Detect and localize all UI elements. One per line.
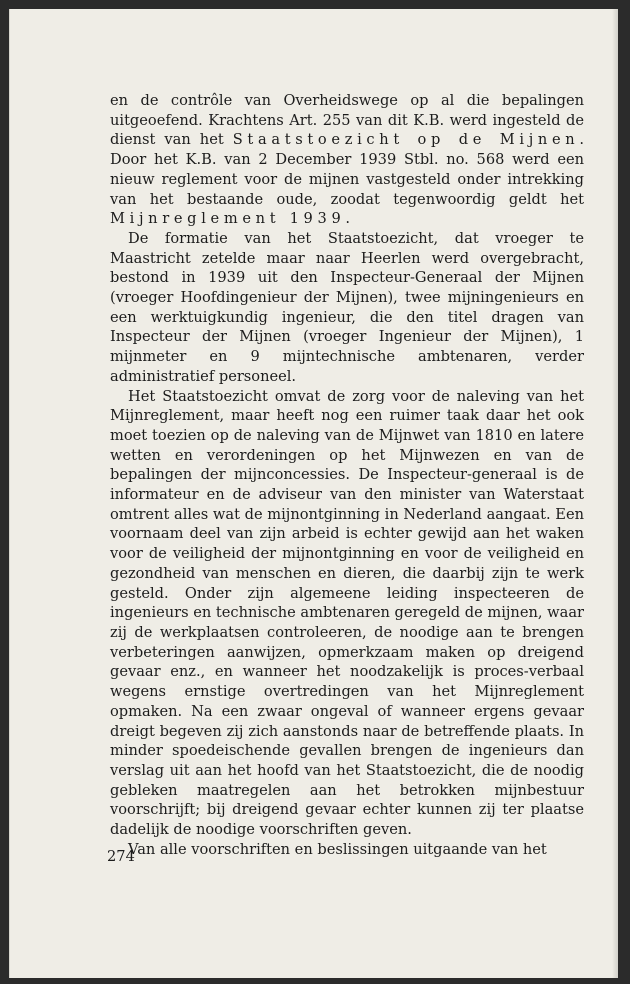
- paragraph-4: Van alle voorschriften en beslissingen uitgaande van het: [128, 840, 547, 858]
- paragraph-2: De formatie van het Staatstoezicht, dat vroeger te Maastricht zetelde maar naar Heerlen werd overgebracht, bestond in 1939 uit den Inspecteur-Generaal der Mijnen (vroeger Hoofdingenieur der Mijnen), twee mijningenieurs en een werktuigkundig ingenieur, die den titel dragen van Inspecteur der Mijnen (vroeger Ingenieur der Mijnen), 1 mijnmeter en 9 mijntechnische ambtenaren, verder administratief personeel.: [110, 229, 584, 385]
- paragraph-1: en de contrôle van Overheidswege op al die bepalingen uitgeoefend. Krachtens Art. 255 van dit K.B. werd ingesteld de dienst van het Staatstoezicht op de Mijnen. Door het K.B. van 2 December 1939 Stbl. no. 568 werd een nieuw reglement voor de mijnen vastgesteld onder intrekking van het bestaande oude, zoodat tegenwoordig geldt het Mijnreglement 1939.: [110, 92, 585, 228]
- book-page: [9, 9, 618, 978]
- page-number: 274: [107, 848, 135, 865]
- body-text: [110, 91, 584, 859]
- spaced-term-staatstoezicht: Staatstoezicht op de Mijnen: [232, 131, 580, 149]
- paragraph-3: Het Staatstoezicht omvat de zorg voor de naleving van het Mijnreglement, maar heeft nog een ruimer taak daar het ook moet toezien op de naleving van de Mijnwet van 1810 en latere wetten en verordeningen op het Mijnwezen en van de bepalingen der mijnconcessies. De Inspecteur-generaal is de informateur en de adviseur van den minister van Waterstaat omtrent alles wat de mijnontginning in Nederland aangaat. Een voornaam deel van zijn arbeid is echter gewijd aan het waken voor de veiligheid der mijnontginning en voor de veiligheid en gezondheid van menschen en dieren, die daarbij zijn te werk gesteld. Onder zijn algemeene leiding inspecteeren de ingenieurs en technische ambtenaren geregeld de mijnen, waar zij de werkplaatsen controleeren, de noodige aan te brengen verbeteringen aanwijzen, opmerkzaam maken op dreigend gevaar enz., en wanneer het noodzakelijk is proces-verbaal wegens ernstige overtredingen van het Mijnreglement opmaken. Na een zwaar ongeval of wanneer ergens gevaar dreigt begeven zij zich aanstonds naar de betreffende plaats. In minder spoedeischende gevallen brengen de ingenieurs dan verslag uit aan het hoofd van het Staatstoezicht, die de noodig gebleken maatregelen aan het betrokken mijnbestuur voorschrijft; bij dreigend gevaar echter kunnen zij ter plaatse dadelijk de noodige voorschriften geven.: [110, 387, 584, 839]
- page-edge-shadow: [612, 9, 618, 978]
- spaced-term-mijnreglement: Mijnreglement 1939: [110, 210, 346, 228]
